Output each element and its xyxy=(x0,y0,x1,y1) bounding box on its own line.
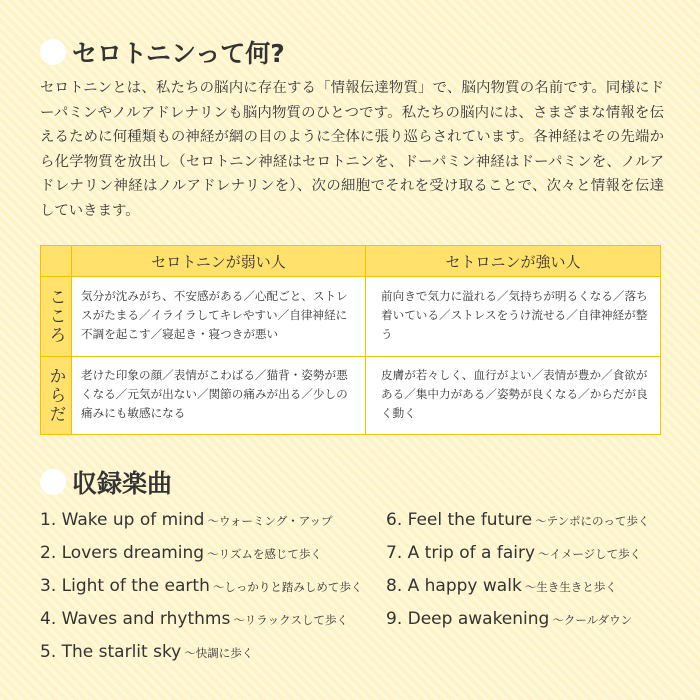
track-title: 5. The starlit sky xyxy=(40,642,182,662)
circle-bullet-icon xyxy=(40,469,66,495)
table-divider xyxy=(365,246,366,434)
track-item xyxy=(40,510,333,530)
track-subtitle: ～しっかりと踏みしめて歩く xyxy=(212,580,363,594)
intro-paragraph: セロトニンとは、私たちの脳内に存在する「情報伝達物質」で、脳内物質の名前です。同様にドーパミンやノルアドレナリンも脳内物質のひとつです。私たちの脳内には、さまざまな情報を伝えるために何種類もの神経が網の目のように全体に張り巡らされています。各神経はその先端から化学物質を放出し（セロトニン神経はセロトニンを、ドーパミン神経はドーパミンを、ノルアドレナリン神経はノルアドレナリンを）、次の細胞でそれを受け取ることで、次々と情報を伝達していきます。 xyxy=(40,80,664,219)
track-subtitle: ～テンポにのって歩く xyxy=(535,514,650,528)
track-title: 1. Wake up of mind xyxy=(40,510,205,530)
section-title: セロトニンって何? xyxy=(72,39,285,68)
table-divider xyxy=(71,246,72,434)
track-subtitle: ～快調に歩く xyxy=(184,646,254,660)
track-subtitle: ～リラックスして歩く xyxy=(233,613,348,627)
track-item xyxy=(40,609,348,629)
section-title: 収録楽曲 xyxy=(72,469,173,498)
track-title: 4. Waves and rhythms xyxy=(40,609,231,629)
track-title: 8. A happy walk xyxy=(386,576,522,596)
table-divider xyxy=(41,356,660,357)
table-cell: 皮膚が若々しく、血行がよい／表情が豊か／食欲がある／集中力がある／姿勢が良くなる／からだが良く動く xyxy=(381,368,648,420)
track-title: 9. Deep awakening xyxy=(386,609,550,629)
section-heading-tracks xyxy=(40,464,172,500)
table-header-strong: セトロニンが強い人 xyxy=(366,246,660,276)
track-subtitle: ～イメージして歩く xyxy=(538,547,642,561)
track-item xyxy=(40,576,362,596)
track-title: 7. A trip of a fairy xyxy=(386,543,536,563)
track-title: 6. Feel the future xyxy=(386,510,533,530)
track-item xyxy=(386,543,641,563)
track-subtitle: ～クールダウン xyxy=(552,613,633,627)
table-divider xyxy=(41,276,660,277)
table-corner xyxy=(41,246,71,276)
table-cell: 気分が沈みがち、不安感がある／心配ごと、ストレスがたまる／イライラしてキレやすい／自律神経に不調を起こす／寝起き・寝つきが悪い xyxy=(81,289,348,341)
comparison-table xyxy=(40,245,661,435)
row-label-karada: からだ xyxy=(41,357,71,434)
table-cell: 前向きで気力に溢れる／気持ちが明るくなる／落ち着いている／ストレスをうけ流せる／自律神経が整う xyxy=(381,289,648,341)
track-subtitle: ～ウォーミング・アップ xyxy=(207,514,333,528)
table-header-weak: セロトニンが弱い人 xyxy=(72,246,365,276)
track-subtitle: ～生き生きと歩く xyxy=(524,580,617,594)
track-item xyxy=(386,510,649,530)
track-title: 2. Lovers dreaming xyxy=(40,543,205,563)
table-cell: 老けた印象の顔／表情がこわばる／猫背・姿勢が悪くなる／元気が出ない／関節の痛みが出る／少しの痛みにも敏感になる xyxy=(81,368,348,420)
track-item xyxy=(40,642,253,662)
track-title: 3. Light of the earth xyxy=(40,576,210,596)
circle-bullet-icon xyxy=(40,39,66,65)
track-item xyxy=(386,576,617,596)
track-subtitle: ～リズムを感じて歩く xyxy=(207,547,322,561)
track-item xyxy=(40,543,322,563)
row-label-kokoro: こころ xyxy=(41,277,71,356)
track-item xyxy=(386,609,632,629)
section-heading-serotonin xyxy=(40,34,285,70)
